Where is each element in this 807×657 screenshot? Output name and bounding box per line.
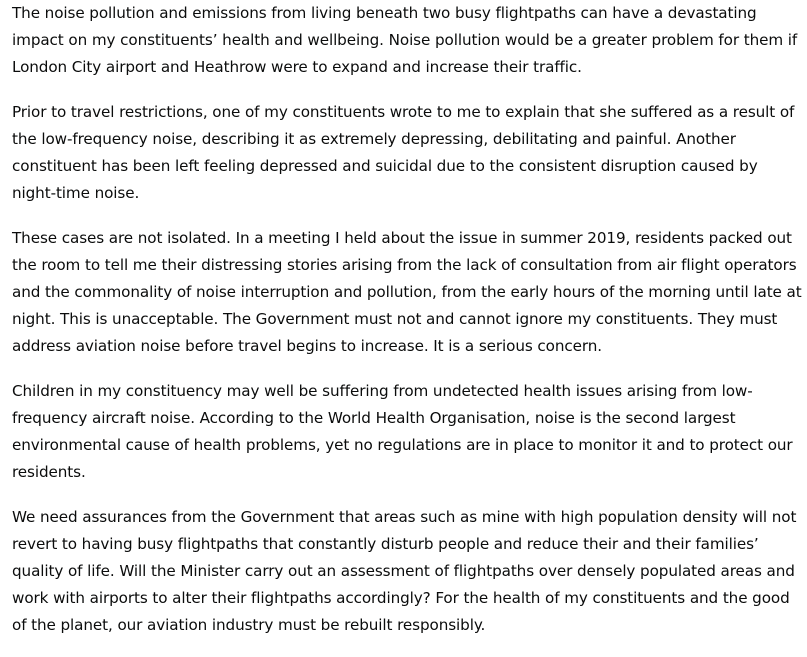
speech-text bbox=[12, 0, 802, 657]
paragraph: Prior to travel restrictions, one of my constituents wrote to me to explain that she suffered as a result of the low-frequency noise, describing it as extremely depressing, debilitating and painful. Another constituent has been left feeling depressed and suicidal due to the consistent disruption caused by night-time noise. bbox=[12, 103, 795, 202]
paragraph: Children in my constituency may well be suffering from undetected health issues arising from low-frequency aircraft noise. According to the World Health Organisation, noise is the second largest environmental cause of health problems, yet no regulations are in place to monitor it and to protect our residents. bbox=[12, 382, 793, 481]
paragraph: We need assurances from the Government that areas such as mine with high population density will not revert to having busy flightpaths that constantly disturb people and reduce their and their families’ quality of life. Will the Minister carry out an assessment of flightpaths over densely populated areas and work with airports to alter their flightpaths accordingly? For the health of my constituents and the good of the planet, our aviation industry must be rebuilt responsibly. bbox=[12, 508, 797, 634]
paragraph: These cases are not isolated. In a meeting I held about the issue in summer 2019, residents packed out the room to tell me their distressing stories arising from the lack of consultation from air flight operators and the commonality of noise interruption and pollution, from the early hours of the morning until late at night. This is unacceptable. The Government must not and cannot ignore my constituents. They must address aviation noise before travel begins to increase. It is a serious concern. bbox=[12, 229, 802, 355]
paragraph: The noise pollution and emissions from living beneath two busy flightpaths can have a devastating impact on my constituents’ health and wellbeing. Noise pollution would be a greater problem for them if London City airport and Heathrow were to expand and increase their traffic. bbox=[12, 4, 798, 76]
